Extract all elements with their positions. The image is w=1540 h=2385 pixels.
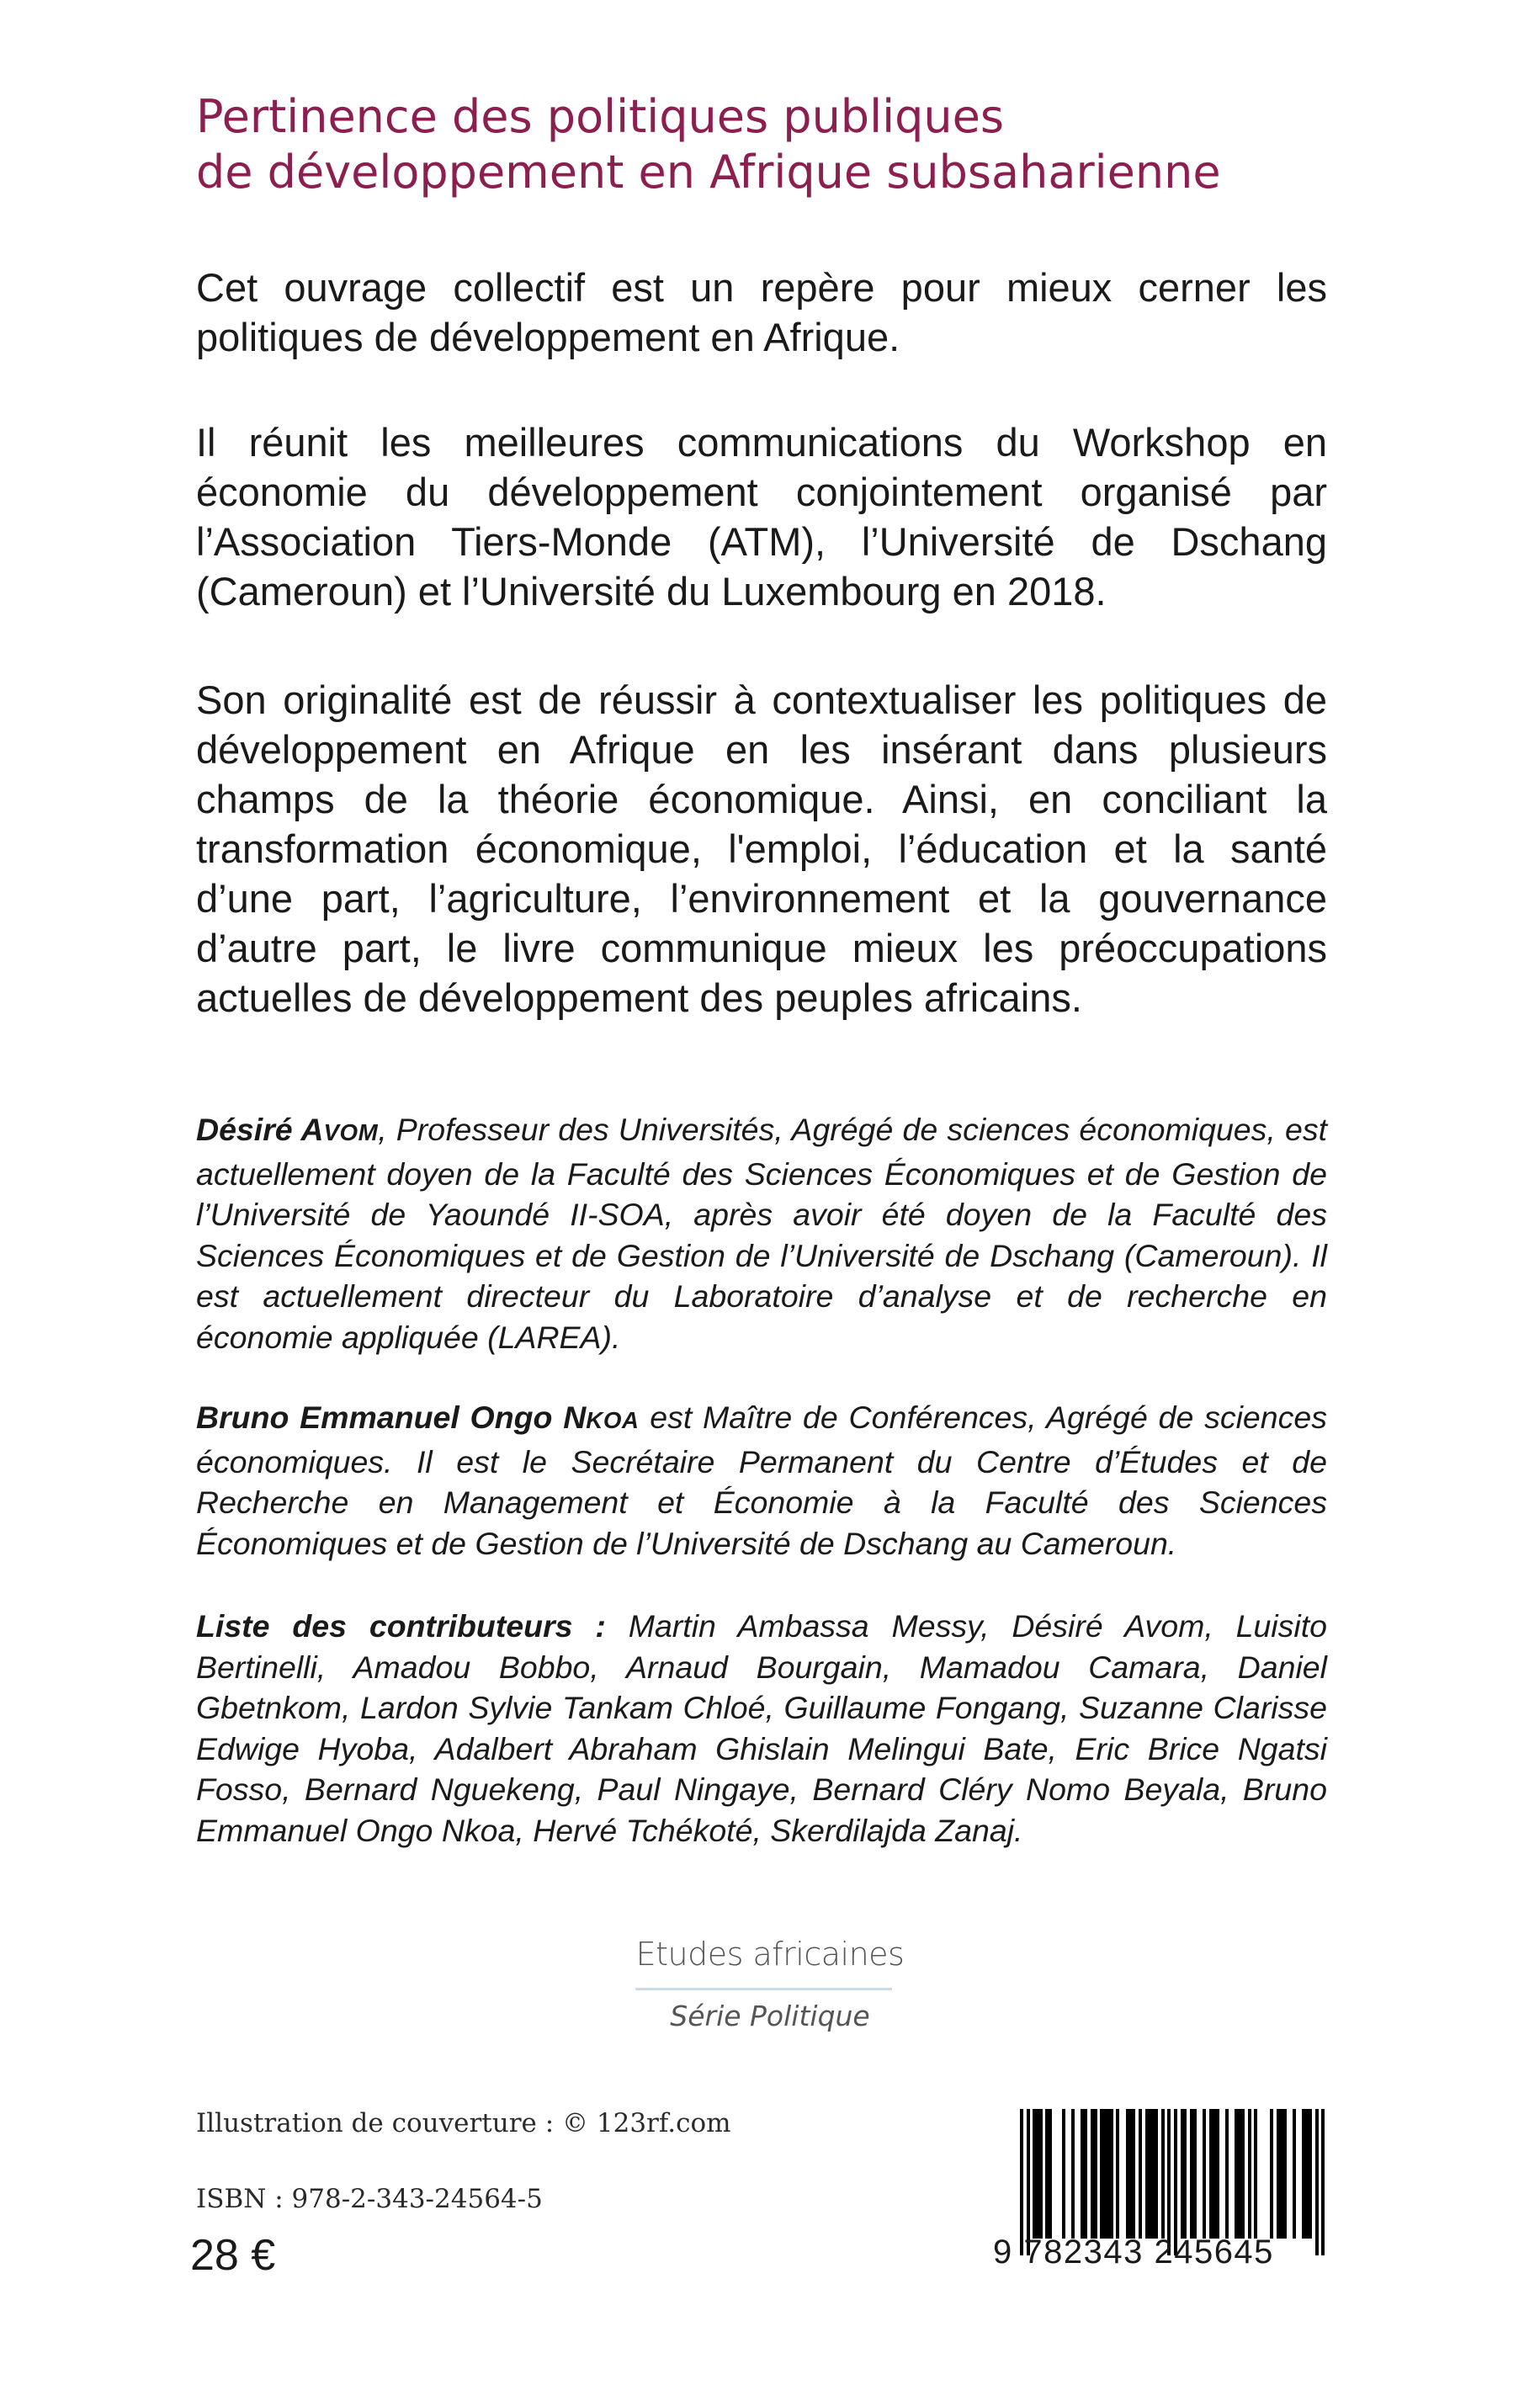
- barcode-bar: [1270, 2109, 1273, 2239]
- isbn-barcode: [968, 2109, 1330, 2277]
- book-title-line-2: de développement en Afrique subsaharienne: [196, 146, 1221, 199]
- barcode-bar: [1203, 2109, 1206, 2239]
- contributors-list: [196, 1606, 1327, 1851]
- series-subseries: Série Politique: [670, 2000, 870, 2032]
- barcode-bar: [1293, 2109, 1296, 2239]
- series-name: Etudes africaines: [635, 1936, 905, 1973]
- barcode-bars: [1020, 2109, 1325, 2239]
- summary-paragraph-3: Son originalité est de réussir à contextualiser les politiques de développement en Afrique en les insérant dans plusieurs champs de la théorie économique. Ainsi, en conciliant la transformation économique, l'emploi, l’éducation et la santé d’une part, l’agriculture, l’environnement et la gouvernance d’autre part, le livre communique mieux les préoccupations actuelles de développement des peuples africains.: [196, 677, 1327, 1020]
- barcode-bar: [1183, 2109, 1187, 2239]
- barcode-bar: [1116, 2109, 1119, 2239]
- barcode-bar: [1132, 2109, 1135, 2239]
- book-title-line-1: Pertinence des politiques publiques: [196, 90, 1004, 143]
- price: 28 €: [190, 2231, 276, 2280]
- barcode-bar: [1193, 2109, 1197, 2239]
- barcode-bar: [1155, 2109, 1158, 2239]
- barcode-bar: [1161, 2109, 1165, 2239]
- author-bio-avom: Désiré AVOM, Professeur des Universités, Agrégé de sciences économiques, est actuellement doyen de la Faculté des Sciences Économiques et de Gestion de l’Université de Yaoundé II-SOA, après avoir été doyen de la Faculté des Sciences Économiques et de Gestion de l’Université de Dschang (Cameroun). Il est actuellement directeur du Laboratoire d’analyse et de recherche en économie appliquée (LAREA).: [196, 1112, 1327, 1355]
- barcode-bar: [1039, 2109, 1043, 2239]
- isbn: ISBN : 978-2-343-24564-5: [196, 2184, 543, 2214]
- author-bio-ongo-nkoa: Bruno Emmanuel Ongo NKOA est Maître de Conférences, Agrégé de sciences économiques. Il est le Secrétaire Permanent du Centre d’Études et de Recherche en Management et Économie à la Faculté des Sciences Économiques et de Gestion de l’Université de Dschang au Cameroun.: [196, 1400, 1327, 1561]
- series-divider: [635, 1988, 892, 1990]
- barcode-bar: [1110, 2109, 1113, 2239]
- barcode-bar: [1094, 2109, 1097, 2239]
- book-title: [196, 89, 1374, 200]
- barcode-bar: [1315, 2109, 1319, 2255]
- barcode-bar: [1071, 2109, 1075, 2239]
- contributors-names: Martin Ambassa Messy, Désiré Avom, Luisito Bertinelli, Amadou Bobbo, Arnaud Bourgain, Mamadou Camara, Daniel Gbetnkom, Lardon Sylvie Tankam Chloé, Guillaume Fongang, Suzanne Clarisse Edwige Hyoba, Adalbert Abraham Ghislain Melingui Bate, Eric Brice Ngatsi Fosso, Bernard Nguekeng, Paul Ningaye, Bernard Cléry Nomo Beyala, Bruno Emmanuel Ongo Nkoa, Hervé Tchékoté, Skerdilajda Zanaj.: [196, 1608, 1327, 1848]
- author-name-avom: Désiré AVOM: [196, 1112, 379, 1147]
- illustration-credit: Illustration de couverture : © 123rf.com: [196, 2108, 731, 2138]
- contributors-label: Liste des contributeurs :: [196, 1608, 606, 1644]
- barcode-bar: [1321, 2109, 1325, 2255]
- barcode-bar: [1241, 2109, 1245, 2239]
- summary-paragraph-1: Cet ouvrage collectif est un repère pour mieux cerner les politiques de développement en Afrique.: [196, 265, 1327, 359]
- barcode-bar: [1084, 2109, 1087, 2239]
- barcode-bar: [1254, 2109, 1257, 2239]
- barcode-bar: [1062, 2109, 1065, 2239]
- author-name-ongo-nkoa: Bruno Emmanuel Ongo NKOA: [196, 1400, 640, 1435]
- barcode-digits: 9 782343 245645: [993, 2234, 1274, 2271]
- barcode-bar: [1049, 2109, 1052, 2239]
- barcode-bar: [1248, 2109, 1251, 2239]
- barcode-bar: [1215, 2109, 1219, 2239]
- barcode-bar: [1139, 2109, 1142, 2239]
- barcode-bar: [1309, 2109, 1312, 2239]
- summary-paragraph-2: Il réunit les meilleures communications du Workshop en économie du développement conjointement organisé par l’Association Tiers-Monde (ATM), l’Université de Dschang (Cameroun) et l’Université du Luxembourg en 2018.: [196, 420, 1327, 614]
- barcode-bar: [1225, 2109, 1229, 2239]
- barcode-bar: [1282, 2109, 1286, 2239]
